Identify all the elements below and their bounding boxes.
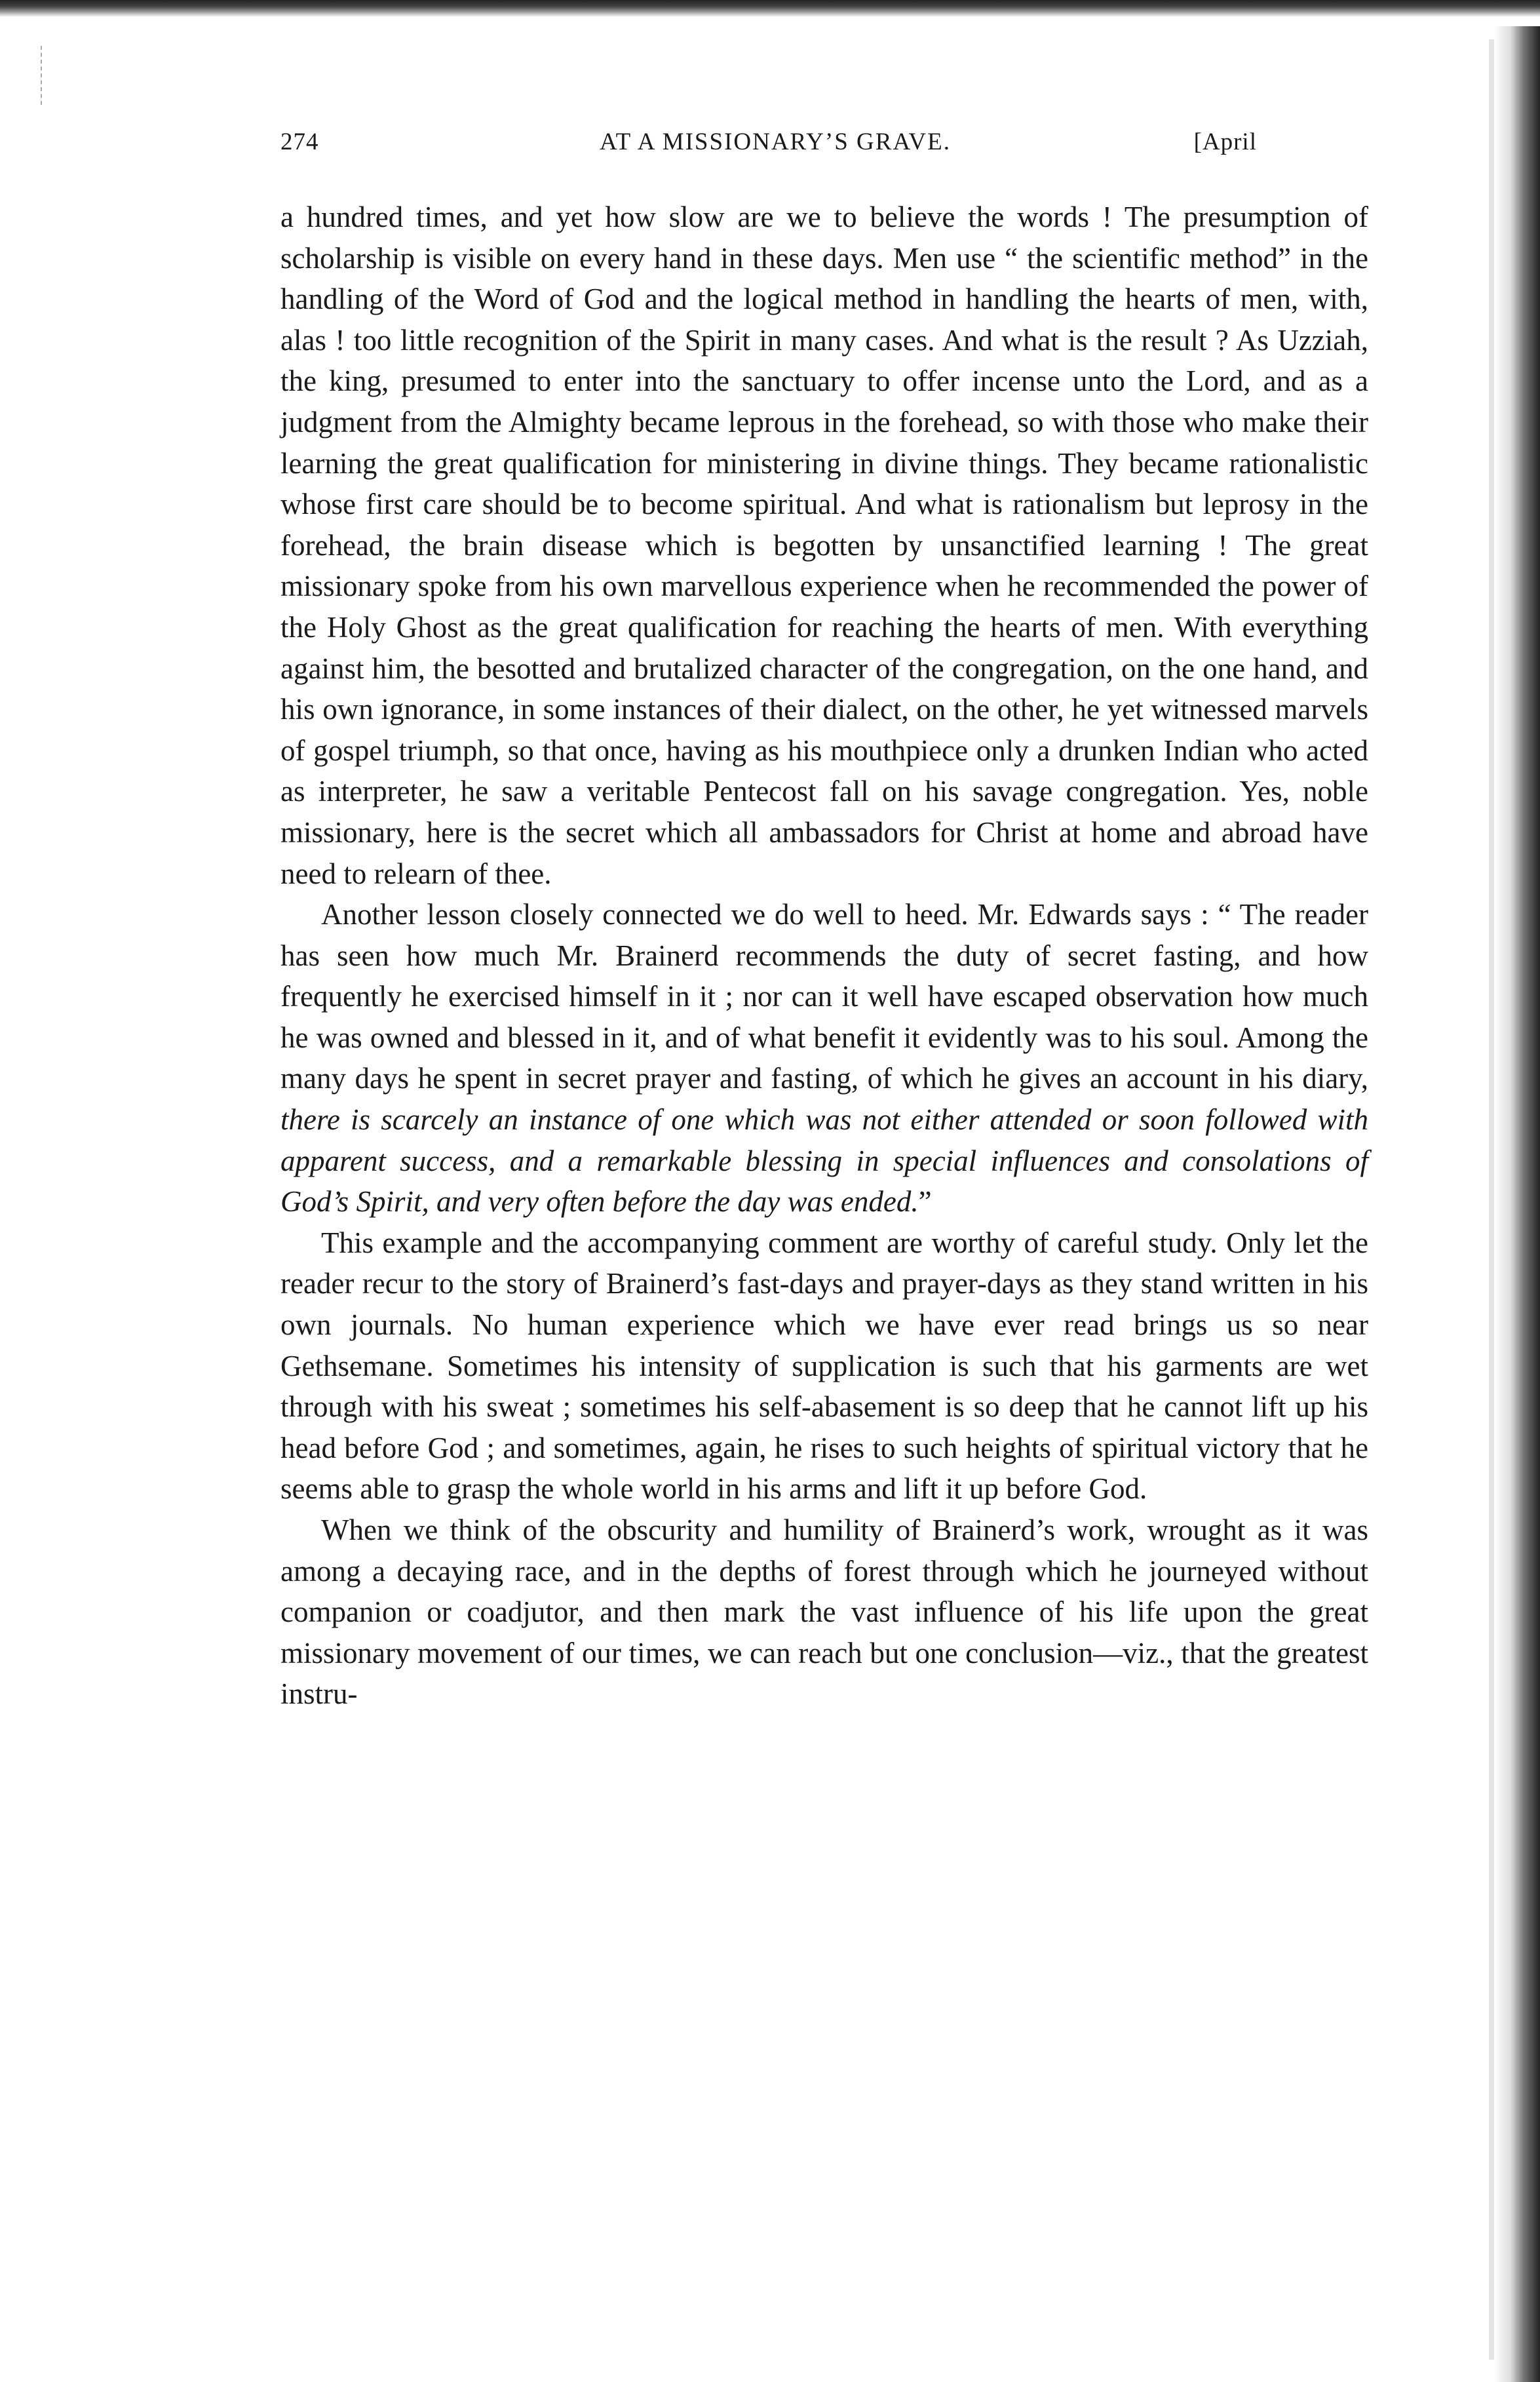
scan-edge-right bbox=[1494, 26, 1540, 2382]
paragraph-1: a hundred times, and yet how slow are we to believe the words ! The presumption of scholarship is visible on every hand in these days. Men use “ the scientific method” in the handling of the Word of God and the logical method in handling the hearts of men, with, alas ! too little recognition of the Spirit in many cases. And what is the result ? As Uzziah, the king, presumed to enter into the sanctuary to offer incense unto the Lord, and as a judgment from the Almighty became leprous in the forehead, so with those who make their learning the great qualification for ministering in divine things. They became rationalistic whose first care should be to become spiritual. And what is rationalism but leprosy in the forehead, the brain disease which is begotten by unsanctified learning ! The great missionary spoke from his own marvellous experience when he recommended the power of the Holy Ghost as the great qualification for reaching the hearts of men. With everything against him, the besotted and brutalized character of the congregation, on the one hand, and his own ignorance, in some instances of their dialect, on the other, he yet witnessed marvels of gospel triumph, so that once, having as his mouthpiece only a drunken Indian who acted as interpreter, he saw a veritable Pentecost fall on his savage congregation. Yes, noble missionary, here is the secret which all ambassadors for Christ at home and abroad have need to relearn of thee. bbox=[280, 201, 1368, 890]
running-title: AT A MISSIONARY’S GRAVE. bbox=[600, 128, 951, 155]
paragraph-2 bbox=[280, 894, 1368, 1222]
paragraph-3: This example and the accompanying comment are worthy of careful study. Only let the reader recur to the story of Brainerd’s fast-days and prayer-days as they stand written in his own journals. No human experience which we have ever read brings us so near Gethsemane. Sometimes his intensity of supplication is such that his garments are wet through with his sweat ; sometimes his self-abasement is so deep that he cannot lift up his head before God ; and sometimes, again, he rises to such heights of spiritual victory that he seems able to grasp the whole world in his arms and lift it up before God. bbox=[280, 1226, 1368, 1506]
closing-quote-mark: ” bbox=[918, 1185, 932, 1219]
scan-edge-top bbox=[0, 0, 1540, 17]
page-number: 274 bbox=[280, 128, 319, 155]
quoted-passage-italic: there is scarcely an instance of one which was not either attended or soon followed with apparent success, and a remarkable blessing in special influences and consolations of God’s Spirit, and very often before the day was ended. bbox=[280, 1103, 1368, 1219]
paragraph-4: When we think of the obscurity and humility of Brainerd’s work, wrought as it was among a decaying race, and in the depths of forest through which he journeyed without companion or coadjutor, and then mark the vast influence of his life upon the great missionary movement of our times, we can reach but one conclusion—viz., that the greatest instru- bbox=[280, 1513, 1368, 1711]
paragraph-2-text: Another lesson closely connected we do well to heed. Mr. Edwards says : “ The reader has seen how much Mr. Brainerd recommends the duty of secret fasting, and how frequently he exercised himself in it ; nor can it well have escaped observation how much he was owned and blessed in it, and of what benefit it evidently was to his soul. Among the many days he spent in secret prayer and fasting, of which he gives an account in his diary, bbox=[280, 898, 1368, 1095]
running-month: [April bbox=[1193, 128, 1257, 155]
body-text bbox=[280, 197, 1368, 1715]
running-head bbox=[280, 128, 1257, 167]
scan-edge-shadow bbox=[1489, 39, 1494, 2360]
scan-margin-mark bbox=[41, 46, 42, 105]
